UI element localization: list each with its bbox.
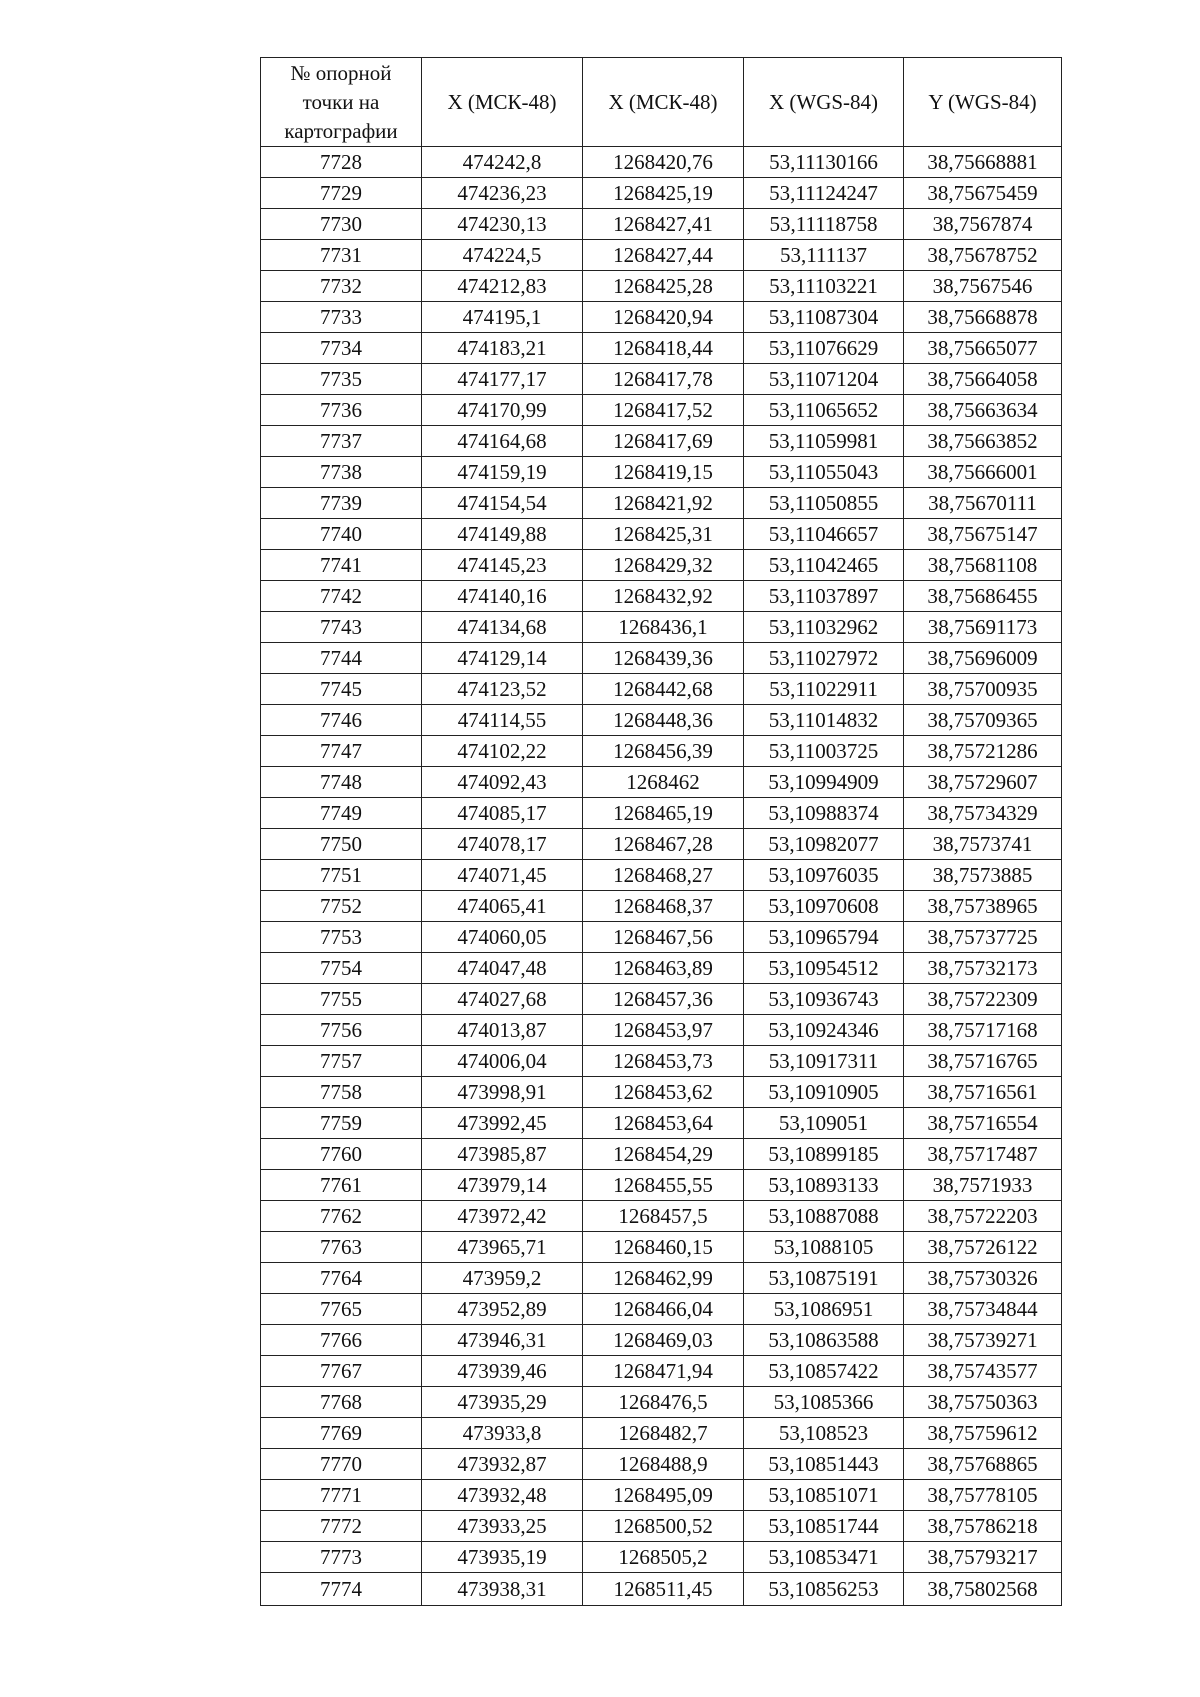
table-row [261, 829, 1062, 860]
cell-x-msk48: 473959,2 [422, 1263, 583, 1294]
cell-x-wgs84: 53,1085366 [744, 1387, 904, 1418]
cell-x-wgs84: 53,11065652 [744, 395, 904, 426]
cell-x-msk48: 474170,99 [422, 395, 583, 426]
cell-x-msk48-second: 1268454,29 [583, 1139, 744, 1170]
cell-y-wgs84: 38,75681108 [904, 550, 1062, 581]
table-row [261, 1294, 1062, 1325]
cell-x-wgs84: 53,10936743 [744, 984, 904, 1015]
cell-x-msk48: 474183,21 [422, 333, 583, 364]
table-row [261, 674, 1062, 705]
table-row [261, 271, 1062, 302]
cell-x-msk48-second: 1268467,28 [583, 829, 744, 860]
cell-x-wgs84: 53,10875191 [744, 1263, 904, 1294]
cell-point-number: 7759 [261, 1108, 422, 1139]
cell-point-number: 7758 [261, 1077, 422, 1108]
cell-point-number: 7745 [261, 674, 422, 705]
cell-x-wgs84: 53,1086951 [744, 1294, 904, 1325]
table-row [261, 736, 1062, 767]
cell-y-wgs84: 38,75668878 [904, 302, 1062, 333]
cell-x-wgs84: 53,109051 [744, 1108, 904, 1139]
cell-x-msk48-second: 1268471,94 [583, 1356, 744, 1387]
cell-x-wgs84: 53,11003725 [744, 736, 904, 767]
cell-x-msk48: 474230,13 [422, 209, 583, 240]
cell-x-msk48: 474065,41 [422, 891, 583, 922]
cell-x-wgs84: 53,11059981 [744, 426, 904, 457]
cell-x-wgs84: 53,10851744 [744, 1511, 904, 1542]
cell-x-msk48-second: 1268453,73 [583, 1046, 744, 1077]
cell-y-wgs84: 38,7573741 [904, 829, 1062, 860]
table-row [261, 147, 1062, 178]
table-row [261, 922, 1062, 953]
cell-x-msk48: 474123,52 [422, 674, 583, 705]
cell-x-msk48: 473965,71 [422, 1232, 583, 1263]
cell-x-wgs84: 53,10988374 [744, 798, 904, 829]
cell-y-wgs84: 38,7571933 [904, 1170, 1062, 1201]
cell-point-number: 7733 [261, 302, 422, 333]
cell-y-wgs84: 38,75730326 [904, 1263, 1062, 1294]
cell-x-wgs84: 53,10851071 [744, 1480, 904, 1511]
cell-point-number: 7753 [261, 922, 422, 953]
cell-x-wgs84: 53,11046657 [744, 519, 904, 550]
cell-x-msk48-second: 1268425,28 [583, 271, 744, 302]
cell-x-wgs84: 53,10910905 [744, 1077, 904, 1108]
cell-x-msk48-second: 1268456,39 [583, 736, 744, 767]
table-row [261, 1511, 1062, 1542]
cell-point-number: 7735 [261, 364, 422, 395]
cell-x-msk48: 474177,17 [422, 364, 583, 395]
table-row [261, 1201, 1062, 1232]
cell-x-msk48-second: 1268453,97 [583, 1015, 744, 1046]
cell-point-number: 7747 [261, 736, 422, 767]
cell-x-msk48: 473938,31 [422, 1573, 583, 1606]
cell-y-wgs84: 38,75721286 [904, 736, 1062, 767]
cell-point-number: 7763 [261, 1232, 422, 1263]
cell-x-msk48: 474212,83 [422, 271, 583, 302]
cell-y-wgs84: 38,75675147 [904, 519, 1062, 550]
cell-x-wgs84: 53,10856253 [744, 1573, 904, 1606]
cell-x-msk48-second: 1268463,89 [583, 953, 744, 984]
table-row [261, 1356, 1062, 1387]
cell-x-wgs84: 53,10954512 [744, 953, 904, 984]
table-row [261, 1015, 1062, 1046]
cell-x-msk48: 474145,23 [422, 550, 583, 581]
cell-point-number: 7761 [261, 1170, 422, 1201]
header-row [261, 58, 1062, 147]
cell-y-wgs84: 38,75709365 [904, 705, 1062, 736]
cell-y-wgs84: 38,75734844 [904, 1294, 1062, 1325]
cell-x-wgs84: 53,11130166 [744, 147, 904, 178]
cell-x-msk48-second: 1268460,15 [583, 1232, 744, 1263]
cell-point-number: 7751 [261, 860, 422, 891]
cell-x-msk48: 474154,54 [422, 488, 583, 519]
table-row [261, 364, 1062, 395]
cell-point-number: 7764 [261, 1263, 422, 1294]
cell-x-msk48: 474129,14 [422, 643, 583, 674]
header-x-wgs84: X (WGS-84) [744, 58, 904, 147]
cell-x-msk48: 474006,04 [422, 1046, 583, 1077]
cell-y-wgs84: 38,75717487 [904, 1139, 1062, 1170]
cell-point-number: 7755 [261, 984, 422, 1015]
cell-y-wgs84: 38,75768865 [904, 1449, 1062, 1480]
cell-x-msk48: 473979,14 [422, 1170, 583, 1201]
table-body [261, 147, 1062, 1606]
cell-x-msk48: 474060,05 [422, 922, 583, 953]
cell-point-number: 7772 [261, 1511, 422, 1542]
cell-x-msk48-second: 1268427,44 [583, 240, 744, 271]
cell-y-wgs84: 38,75722309 [904, 984, 1062, 1015]
table-row [261, 550, 1062, 581]
table-row [261, 581, 1062, 612]
cell-point-number: 7742 [261, 581, 422, 612]
table-row [261, 519, 1062, 550]
cell-point-number: 7734 [261, 333, 422, 364]
cell-x-wgs84: 53,11076629 [744, 333, 904, 364]
cell-x-wgs84: 53,11103221 [744, 271, 904, 302]
table-row [261, 1077, 1062, 1108]
table-header [261, 58, 1062, 147]
cell-x-msk48: 473939,46 [422, 1356, 583, 1387]
cell-x-msk48-second: 1268448,36 [583, 705, 744, 736]
cell-x-msk48: 474236,23 [422, 178, 583, 209]
cell-x-msk48: 473998,91 [422, 1077, 583, 1108]
cell-x-wgs84: 53,11118758 [744, 209, 904, 240]
cell-x-wgs84: 53,10893133 [744, 1170, 904, 1201]
cell-x-msk48-second: 1268469,03 [583, 1325, 744, 1356]
cell-y-wgs84: 38,75668881 [904, 147, 1062, 178]
cell-point-number: 7736 [261, 395, 422, 426]
cell-x-wgs84: 53,1088105 [744, 1232, 904, 1263]
cell-point-number: 7754 [261, 953, 422, 984]
cell-x-msk48-second: 1268427,41 [583, 209, 744, 240]
cell-y-wgs84: 38,75716561 [904, 1077, 1062, 1108]
cell-x-msk48-second: 1268417,78 [583, 364, 744, 395]
table-row [261, 1139, 1062, 1170]
cell-y-wgs84: 38,75716765 [904, 1046, 1062, 1077]
cell-y-wgs84: 38,75778105 [904, 1480, 1062, 1511]
cell-point-number: 7746 [261, 705, 422, 736]
cell-point-number: 7762 [261, 1201, 422, 1232]
cell-x-wgs84: 53,10857422 [744, 1356, 904, 1387]
table-row [261, 953, 1062, 984]
cell-y-wgs84: 38,75786218 [904, 1511, 1062, 1542]
table-row [261, 643, 1062, 674]
cell-x-wgs84: 53,10982077 [744, 829, 904, 860]
table-row [261, 767, 1062, 798]
cell-x-msk48-second: 1268436,1 [583, 612, 744, 643]
cell-y-wgs84: 38,7567546 [904, 271, 1062, 302]
cell-x-wgs84: 53,11042465 [744, 550, 904, 581]
cell-x-msk48-second: 1268468,37 [583, 891, 744, 922]
cell-y-wgs84: 38,75734329 [904, 798, 1062, 829]
cell-x-wgs84: 53,11014832 [744, 705, 904, 736]
cell-point-number: 7739 [261, 488, 422, 519]
cell-x-msk48-second: 1268425,31 [583, 519, 744, 550]
cell-point-number: 7729 [261, 178, 422, 209]
table-row [261, 984, 1062, 1015]
cell-y-wgs84: 38,75739271 [904, 1325, 1062, 1356]
table-row [261, 333, 1062, 364]
cell-point-number: 7769 [261, 1418, 422, 1449]
cell-x-msk48-second: 1268421,92 [583, 488, 744, 519]
cell-y-wgs84: 38,75737725 [904, 922, 1062, 953]
cell-y-wgs84: 38,75802568 [904, 1573, 1062, 1606]
cell-x-msk48-second: 1268418,44 [583, 333, 744, 364]
cell-point-number: 7770 [261, 1449, 422, 1480]
cell-x-wgs84: 53,10917311 [744, 1046, 904, 1077]
table-row [261, 1387, 1062, 1418]
header-y-wgs84: Y (WGS-84) [904, 58, 1062, 147]
cell-y-wgs84: 38,75729607 [904, 767, 1062, 798]
cell-point-number: 7731 [261, 240, 422, 271]
cell-x-wgs84: 53,11032962 [744, 612, 904, 643]
table-row [261, 891, 1062, 922]
table-row [261, 395, 1062, 426]
cell-point-number: 7749 [261, 798, 422, 829]
cell-x-msk48: 474047,48 [422, 953, 583, 984]
cell-x-wgs84: 53,11124247 [744, 178, 904, 209]
cell-x-wgs84: 53,10851443 [744, 1449, 904, 1480]
table-row [261, 1480, 1062, 1511]
cell-x-msk48-second: 1268482,7 [583, 1418, 744, 1449]
table-row [261, 240, 1062, 271]
cell-x-msk48: 474085,17 [422, 798, 583, 829]
cell-point-number: 7730 [261, 209, 422, 240]
cell-point-number: 7738 [261, 457, 422, 488]
cell-point-number: 7766 [261, 1325, 422, 1356]
cell-x-msk48-second: 1268511,45 [583, 1573, 744, 1606]
cell-x-msk48-second: 1268417,52 [583, 395, 744, 426]
cell-x-msk48: 474071,45 [422, 860, 583, 891]
cell-x-wgs84: 53,11050855 [744, 488, 904, 519]
cell-x-msk48: 473933,25 [422, 1511, 583, 1542]
cell-y-wgs84: 38,75678752 [904, 240, 1062, 271]
cell-x-msk48-second: 1268453,62 [583, 1077, 744, 1108]
cell-y-wgs84: 38,75666001 [904, 457, 1062, 488]
cell-x-wgs84: 53,11055043 [744, 457, 904, 488]
cell-y-wgs84: 38,75793217 [904, 1542, 1062, 1573]
cell-x-wgs84: 53,10899185 [744, 1139, 904, 1170]
cell-y-wgs84: 38,75738965 [904, 891, 1062, 922]
header-point-number: № опорной точки на картографии [261, 58, 422, 147]
table-row [261, 178, 1062, 209]
cell-y-wgs84: 38,75665077 [904, 333, 1062, 364]
cell-x-msk48: 474102,22 [422, 736, 583, 767]
cell-x-msk48-second: 1268420,76 [583, 147, 744, 178]
cell-x-msk48-second: 1268505,2 [583, 1542, 744, 1573]
cell-x-wgs84: 53,10976035 [744, 860, 904, 891]
cell-x-msk48: 473933,8 [422, 1418, 583, 1449]
cell-x-msk48: 474078,17 [422, 829, 583, 860]
cell-x-msk48-second: 1268439,36 [583, 643, 744, 674]
cell-x-msk48: 474027,68 [422, 984, 583, 1015]
cell-point-number: 7737 [261, 426, 422, 457]
cell-x-msk48-second: 1268476,5 [583, 1387, 744, 1418]
cell-point-number: 7732 [261, 271, 422, 302]
cell-y-wgs84: 38,75663634 [904, 395, 1062, 426]
cell-point-number: 7768 [261, 1387, 422, 1418]
cell-x-wgs84: 53,111137 [744, 240, 904, 271]
cell-y-wgs84: 38,75732173 [904, 953, 1062, 984]
cell-x-msk48: 474159,19 [422, 457, 583, 488]
cell-x-msk48-second: 1268495,09 [583, 1480, 744, 1511]
cell-x-msk48: 474164,68 [422, 426, 583, 457]
cell-y-wgs84: 38,75700935 [904, 674, 1062, 705]
table-row [261, 1046, 1062, 1077]
header-x-msk48-second: X (МСК-48) [583, 58, 744, 147]
cell-y-wgs84: 38,75664058 [904, 364, 1062, 395]
cell-x-msk48: 473935,29 [422, 1387, 583, 1418]
cell-point-number: 7757 [261, 1046, 422, 1077]
cell-x-msk48: 473946,31 [422, 1325, 583, 1356]
cell-x-wgs84: 53,11071204 [744, 364, 904, 395]
cell-x-msk48-second: 1268453,64 [583, 1108, 744, 1139]
cell-x-msk48: 473985,87 [422, 1139, 583, 1170]
table-row [261, 1449, 1062, 1480]
cell-x-msk48: 474140,16 [422, 581, 583, 612]
cell-x-wgs84: 53,11087304 [744, 302, 904, 333]
table-row [261, 860, 1062, 891]
cell-x-msk48: 473932,87 [422, 1449, 583, 1480]
cell-x-msk48: 474224,5 [422, 240, 583, 271]
cell-y-wgs84: 38,75717168 [904, 1015, 1062, 1046]
cell-x-msk48-second: 1268457,5 [583, 1201, 744, 1232]
coordinates-table [260, 57, 1062, 1606]
cell-x-wgs84: 53,10965794 [744, 922, 904, 953]
table-row [261, 1108, 1062, 1139]
cell-y-wgs84: 38,75759612 [904, 1418, 1062, 1449]
cell-y-wgs84: 38,75675459 [904, 178, 1062, 209]
cell-x-msk48: 474013,87 [422, 1015, 583, 1046]
cell-x-msk48-second: 1268455,55 [583, 1170, 744, 1201]
cell-point-number: 7765 [261, 1294, 422, 1325]
cell-x-wgs84: 53,10970608 [744, 891, 904, 922]
cell-x-msk48-second: 1268467,56 [583, 922, 744, 953]
cell-y-wgs84: 38,75750363 [904, 1387, 1062, 1418]
cell-x-msk48-second: 1268462 [583, 767, 744, 798]
cell-x-wgs84: 53,10924346 [744, 1015, 904, 1046]
header-x-msk48: X (МСК-48) [422, 58, 583, 147]
cell-y-wgs84: 38,75743577 [904, 1356, 1062, 1387]
table-row [261, 1418, 1062, 1449]
cell-y-wgs84: 38,75726122 [904, 1232, 1062, 1263]
cell-point-number: 7741 [261, 550, 422, 581]
cell-point-number: 7773 [261, 1542, 422, 1573]
cell-y-wgs84: 38,75691173 [904, 612, 1062, 643]
table-row [261, 1170, 1062, 1201]
table-row [261, 302, 1062, 333]
cell-x-msk48-second: 1268466,04 [583, 1294, 744, 1325]
cell-y-wgs84: 38,75716554 [904, 1108, 1062, 1139]
cell-x-wgs84: 53,10853471 [744, 1542, 904, 1573]
cell-point-number: 7743 [261, 612, 422, 643]
cell-point-number: 7752 [261, 891, 422, 922]
cell-y-wgs84: 38,75670111 [904, 488, 1062, 519]
cell-x-msk48-second: 1268432,92 [583, 581, 744, 612]
cell-x-msk48: 474134,68 [422, 612, 583, 643]
cell-x-msk48-second: 1268420,94 [583, 302, 744, 333]
cell-x-msk48-second: 1268462,99 [583, 1263, 744, 1294]
cell-point-number: 7760 [261, 1139, 422, 1170]
cell-point-number: 7728 [261, 147, 422, 178]
cell-x-msk48-second: 1268500,52 [583, 1511, 744, 1542]
cell-x-msk48: 474114,55 [422, 705, 583, 736]
cell-x-wgs84: 53,108523 [744, 1418, 904, 1449]
cell-x-msk48-second: 1268488,9 [583, 1449, 744, 1480]
cell-y-wgs84: 38,75696009 [904, 643, 1062, 674]
cell-x-wgs84: 53,10887088 [744, 1201, 904, 1232]
cell-y-wgs84: 38,75722203 [904, 1201, 1062, 1232]
cell-point-number: 7750 [261, 829, 422, 860]
cell-x-msk48: 473972,42 [422, 1201, 583, 1232]
cell-x-wgs84: 53,10994909 [744, 767, 904, 798]
cell-x-msk48-second: 1268468,27 [583, 860, 744, 891]
cell-y-wgs84: 38,7573885 [904, 860, 1062, 891]
cell-x-msk48-second: 1268457,36 [583, 984, 744, 1015]
cell-x-wgs84: 53,11037897 [744, 581, 904, 612]
cell-point-number: 7767 [261, 1356, 422, 1387]
table-row [261, 1325, 1062, 1356]
cell-x-msk48: 473932,48 [422, 1480, 583, 1511]
table-row [261, 426, 1062, 457]
cell-point-number: 7771 [261, 1480, 422, 1511]
cell-x-wgs84: 53,11027972 [744, 643, 904, 674]
table-row [261, 1263, 1062, 1294]
table-row [261, 457, 1062, 488]
cell-x-wgs84: 53,10863588 [744, 1325, 904, 1356]
table-row [261, 612, 1062, 643]
cell-point-number: 7774 [261, 1573, 422, 1606]
cell-x-msk48: 474092,43 [422, 767, 583, 798]
table-row [261, 1542, 1062, 1573]
cell-point-number: 7744 [261, 643, 422, 674]
cell-point-number: 7748 [261, 767, 422, 798]
cell-x-msk48: 473952,89 [422, 1294, 583, 1325]
cell-x-msk48-second: 1268429,32 [583, 550, 744, 581]
cell-x-msk48-second: 1268419,15 [583, 457, 744, 488]
table-row [261, 705, 1062, 736]
cell-x-msk48: 473992,45 [422, 1108, 583, 1139]
cell-x-msk48-second: 1268425,19 [583, 178, 744, 209]
cell-x-msk48: 474195,1 [422, 302, 583, 333]
cell-y-wgs84: 38,7567874 [904, 209, 1062, 240]
cell-x-msk48-second: 1268465,19 [583, 798, 744, 829]
cell-x-msk48: 473935,19 [422, 1542, 583, 1573]
cell-point-number: 7756 [261, 1015, 422, 1046]
cell-x-msk48: 474242,8 [422, 147, 583, 178]
cell-y-wgs84: 38,75663852 [904, 426, 1062, 457]
table-row [261, 209, 1062, 240]
cell-point-number: 7740 [261, 519, 422, 550]
cell-x-wgs84: 53,11022911 [744, 674, 904, 705]
table-row [261, 1232, 1062, 1263]
table-row [261, 798, 1062, 829]
cell-x-msk48-second: 1268442,68 [583, 674, 744, 705]
cell-x-msk48-second: 1268417,69 [583, 426, 744, 457]
table-row [261, 488, 1062, 519]
table-row [261, 1573, 1062, 1606]
cell-x-msk48: 474149,88 [422, 519, 583, 550]
cell-y-wgs84: 38,75686455 [904, 581, 1062, 612]
